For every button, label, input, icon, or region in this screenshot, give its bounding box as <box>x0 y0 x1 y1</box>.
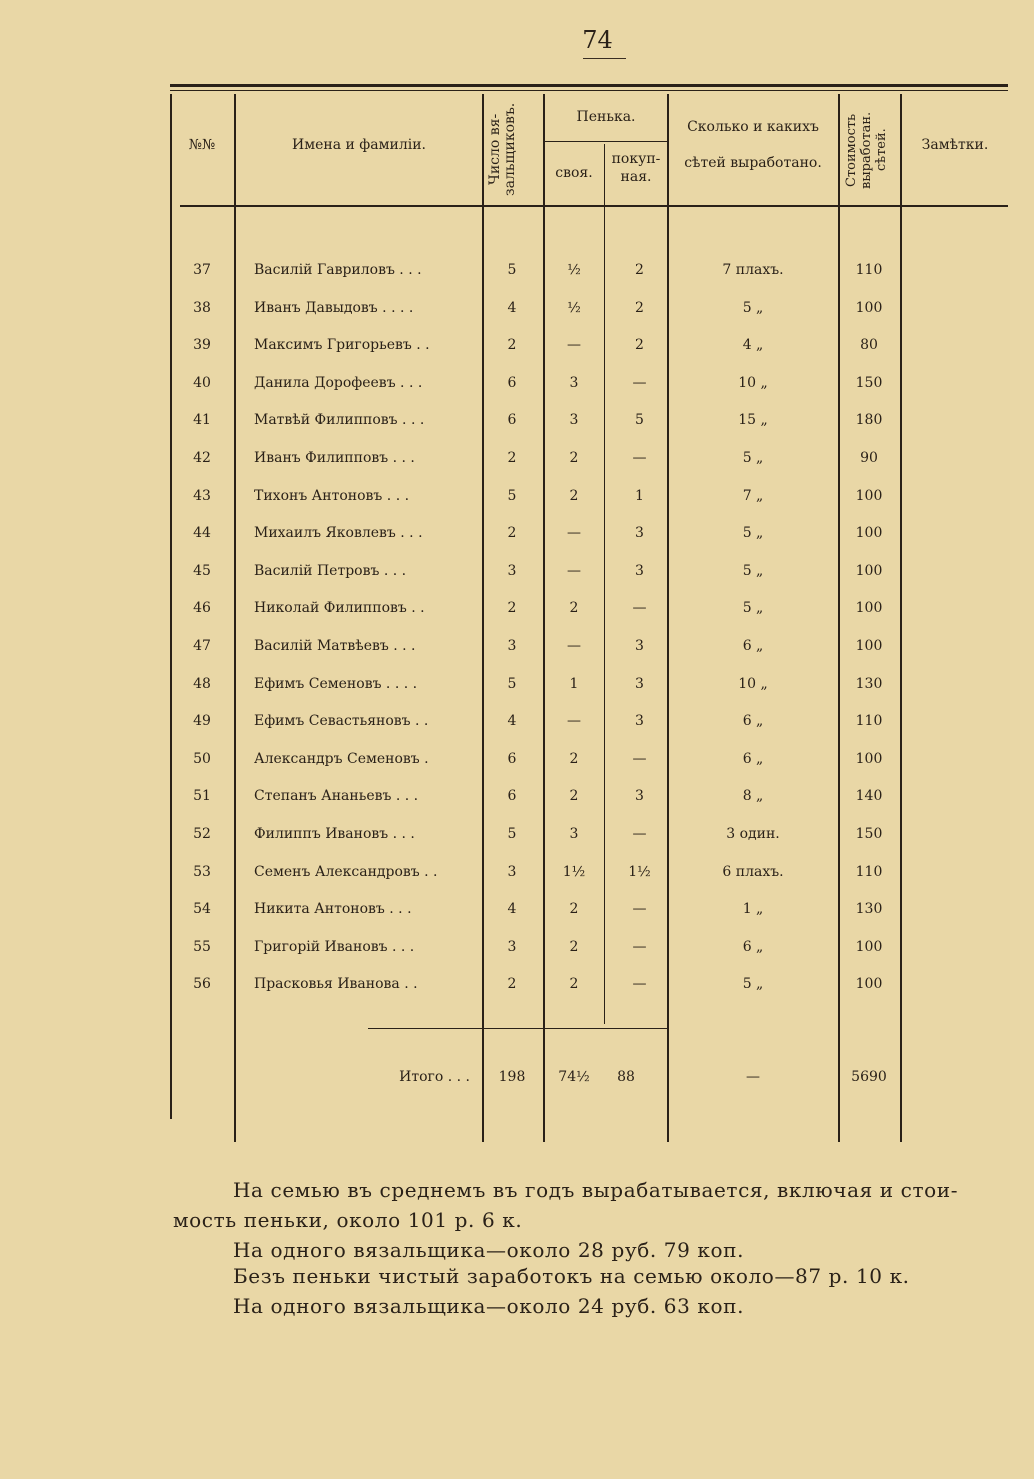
data-table <box>170 84 1008 1142</box>
row-cost: 90 <box>860 450 878 466</box>
row-name: Филиппъ Ивановъ . . . <box>254 826 415 842</box>
row-nets: 10 „ <box>738 676 768 692</box>
row-nets: 6 „ <box>742 751 764 767</box>
header-notes: Замѣтки. <box>921 137 989 153</box>
row-nets: 6 „ <box>742 713 764 729</box>
row-hemp-bought: 2 <box>635 300 644 316</box>
row-name: Максимъ Григорьевъ . . <box>254 337 430 353</box>
row-hemp-own: 2 <box>569 976 579 992</box>
row-knitters: 2 <box>507 337 517 353</box>
row-cost: 110 <box>855 864 883 880</box>
row-name: Данила Дорофеевъ . . . <box>254 375 423 391</box>
header-bottom-rule <box>180 205 1008 207</box>
page-number-rule <box>583 58 626 59</box>
col-line-7 <box>900 94 902 1142</box>
summary-line-2: мость пеньки, около 101 р. 6 к. <box>173 1208 523 1232</box>
table-top-rule <box>170 84 1008 87</box>
row-cost: 100 <box>855 600 883 616</box>
row-hemp-own: — <box>567 525 581 541</box>
row-hemp-own: 2 <box>569 600 579 616</box>
row-cost: 100 <box>855 751 883 767</box>
row-num: 45 <box>193 563 211 579</box>
row-name: Василій Гавриловъ . . . <box>254 262 422 278</box>
row-hemp-own: 3 <box>569 375 579 391</box>
row-hemp-bought: 1½ <box>628 864 651 880</box>
row-knitters: 6 <box>507 412 517 428</box>
row-hemp-bought: — <box>632 751 647 767</box>
row-hemp-bought: — <box>632 976 647 992</box>
row-knitters: 5 <box>507 676 517 692</box>
row-num: 38 <box>193 300 211 316</box>
row-nets: 7 плахъ. <box>722 262 784 278</box>
row-hemp-own: 3 <box>569 826 579 842</box>
row-knitters: 2 <box>507 450 517 466</box>
total-cost: 5690 <box>851 1069 887 1085</box>
row-hemp-own: 2 <box>569 488 579 504</box>
summary-line-1: На семью въ среднемъ въ годъ вырабатывается, включая и стои- <box>233 1178 959 1202</box>
row-hemp-bought: — <box>632 450 647 466</box>
row-name: Прасковья Иванова . . <box>254 976 418 992</box>
row-nets: 6 „ <box>742 638 764 654</box>
row-hemp-own: 3 <box>569 412 579 428</box>
row-hemp-own: — <box>567 563 581 579</box>
row-hemp-own: 2 <box>569 901 579 917</box>
row-nets: 5 „ <box>742 976 764 992</box>
row-hemp-bought: — <box>632 375 647 391</box>
summary-line-4: Безъ пеньки чистый заработокъ на семью около—87 р. 10 к. <box>233 1264 910 1288</box>
row-nets: 5 „ <box>742 600 764 616</box>
row-knitters: 2 <box>507 525 517 541</box>
row-knitters: 3 <box>507 638 517 654</box>
header-knitters: Число вя-зальщиковъ. <box>487 102 518 196</box>
row-nets: 7 „ <box>742 488 764 504</box>
row-nets: 4 „ <box>742 337 764 353</box>
row-hemp-bought: — <box>632 901 647 917</box>
row-nets: 10 „ <box>738 375 768 391</box>
row-num: 49 <box>193 713 211 729</box>
summary-line-5: На одного вязальщика—около 24 руб. 63 коп. <box>233 1294 745 1318</box>
row-knitters: 5 <box>507 826 517 842</box>
row-hemp-bought: 3 <box>635 638 644 654</box>
row-cost: 80 <box>860 337 878 353</box>
row-cost: 130 <box>855 676 883 692</box>
row-nets: 6 „ <box>742 939 764 955</box>
row-hemp-bought: 2 <box>635 262 644 278</box>
row-cost: 100 <box>855 638 883 654</box>
row-name: Никита Антоновъ . . . <box>254 901 412 917</box>
row-hemp-own: 2 <box>569 788 579 804</box>
row-nets: 5 „ <box>742 450 764 466</box>
row-num: 37 <box>193 262 211 278</box>
row-cost: 100 <box>855 525 883 541</box>
col-line-1 <box>234 94 236 1142</box>
row-nets: 3 один. <box>726 826 780 842</box>
row-num: 54 <box>193 901 211 917</box>
row-cost: 180 <box>855 412 883 428</box>
row-name: Ефимъ Севастьяновъ . . <box>254 713 429 729</box>
row-num: 50 <box>193 751 211 767</box>
row-num: 53 <box>193 864 211 880</box>
row-num: 43 <box>193 488 211 504</box>
row-hemp-own: 2 <box>569 939 579 955</box>
row-knitters: 4 <box>507 713 517 729</box>
row-name: Григорій Ивановъ . . . <box>254 939 415 955</box>
header-hemp-bought: покуп-ная. <box>611 151 661 185</box>
row-num: 39 <box>193 337 211 353</box>
page-number: 74 <box>582 26 613 54</box>
row-hemp-bought: 3 <box>635 713 644 729</box>
row-hemp-own: — <box>567 713 581 729</box>
total-label: Итого . . . <box>399 1069 470 1085</box>
row-nets: 1 „ <box>742 901 764 917</box>
row-hemp-bought: 5 <box>635 412 644 428</box>
row-knitters: 6 <box>507 751 517 767</box>
total-nets: — <box>746 1069 760 1085</box>
row-knitters: 2 <box>507 976 517 992</box>
row-cost: 110 <box>855 713 883 729</box>
row-hemp-bought: 3 <box>635 788 644 804</box>
row-hemp-bought: — <box>632 826 647 842</box>
row-num: 47 <box>193 638 211 654</box>
total-bought: 88 <box>617 1069 635 1085</box>
row-hemp-own: ½ <box>567 262 581 278</box>
row-name: Михаилъ Яковлевъ . . . <box>254 525 423 541</box>
row-name: Семенъ Александровъ . . <box>254 864 438 880</box>
row-nets: 5 „ <box>742 525 764 541</box>
row-nets: 5 „ <box>742 563 764 579</box>
header-cost: Стоимость выработан. сѣтей. <box>844 111 889 189</box>
row-name: Иванъ Филипповъ . . . <box>254 450 415 466</box>
row-name: Иванъ Давыдовъ . . . . <box>254 300 414 316</box>
row-name: Василій Петровъ . . . <box>254 563 407 579</box>
row-num: 52 <box>193 826 211 842</box>
row-num: 56 <box>193 976 211 992</box>
row-knitters: 3 <box>507 864 517 880</box>
row-cost: 140 <box>855 788 883 804</box>
row-cost: 100 <box>855 563 883 579</box>
row-nets: 8 „ <box>742 788 764 804</box>
table-top-rule-thin <box>170 90 1008 91</box>
header-num: №№ <box>188 137 216 153</box>
header-nets-bottom: сѣтей выработано. <box>684 155 822 171</box>
row-num: 46 <box>193 600 211 616</box>
row-hemp-own: ½ <box>567 300 581 316</box>
row-num: 51 <box>193 788 211 804</box>
row-name: Матвѣй Филипповъ . . . <box>254 412 425 428</box>
header-name: Имена и фамиліи. <box>292 137 426 153</box>
row-cost: 100 <box>855 488 883 504</box>
row-cost: 150 <box>855 375 883 391</box>
row-num: 48 <box>193 676 211 692</box>
row-knitters: 6 <box>507 375 517 391</box>
row-hemp-bought: — <box>632 939 647 955</box>
header-hemp: Пенька. <box>576 109 636 125</box>
row-name: Тихонъ Антоновъ . . . <box>254 488 410 504</box>
row-hemp-own: 2 <box>569 751 579 767</box>
row-name: Василій Матвѣевъ . . . <box>254 638 416 654</box>
header-nets-top: Сколько и какихъ <box>687 119 819 135</box>
row-knitters: 4 <box>507 300 517 316</box>
row-name: Николай Филипповъ . . <box>254 600 425 616</box>
header-hemp-own: своя. <box>555 165 593 181</box>
row-cost: 110 <box>855 262 883 278</box>
row-num: 40 <box>193 375 211 391</box>
row-hemp-own: — <box>567 638 581 654</box>
row-knitters: 3 <box>507 939 517 955</box>
total-knitters: 198 <box>498 1069 526 1085</box>
row-cost: 130 <box>855 901 883 917</box>
row-nets: 15 „ <box>738 412 768 428</box>
row-knitters: 3 <box>507 563 517 579</box>
row-num: 42 <box>193 450 211 466</box>
row-hemp-bought: 3 <box>635 676 644 692</box>
hemp-sub-rule <box>544 141 668 142</box>
row-knitters: 4 <box>507 901 517 917</box>
row-hemp-own: 1½ <box>562 864 586 880</box>
row-name: Александръ Семеновъ . <box>254 751 429 767</box>
row-name: Степанъ Ананьевъ . . . <box>254 788 419 804</box>
row-hemp-own: 2 <box>569 450 579 466</box>
row-knitters: 6 <box>507 788 517 804</box>
col-line-4 <box>604 144 605 1024</box>
row-cost: 100 <box>855 300 883 316</box>
total-own: 74½ <box>558 1069 590 1085</box>
total-separator-rule <box>368 1028 668 1029</box>
row-hemp-own: — <box>567 337 581 353</box>
row-hemp-bought: — <box>632 600 647 616</box>
row-num: 44 <box>193 525 211 541</box>
row-knitters: 5 <box>507 262 517 278</box>
row-nets: 6 плахъ. <box>722 864 784 880</box>
row-knitters: 2 <box>507 600 517 616</box>
row-cost: 100 <box>855 939 883 955</box>
row-nets: 5 „ <box>742 300 764 316</box>
row-hemp-bought: 3 <box>635 563 644 579</box>
row-name: Ефимъ Семеновъ . . . . <box>254 676 418 692</box>
row-knitters: 5 <box>507 488 517 504</box>
row-hemp-own: 1 <box>569 676 579 692</box>
row-cost: 100 <box>855 976 883 992</box>
row-num: 41 <box>193 412 211 428</box>
row-num: 55 <box>193 939 211 955</box>
row-hemp-bought: 1 <box>635 488 644 504</box>
row-hemp-bought: 3 <box>635 525 644 541</box>
row-hemp-bought: 2 <box>635 337 644 353</box>
summary-line-3: На одного вязальщика—около 28 руб. 79 коп. <box>233 1238 745 1262</box>
row-cost: 150 <box>855 826 883 842</box>
